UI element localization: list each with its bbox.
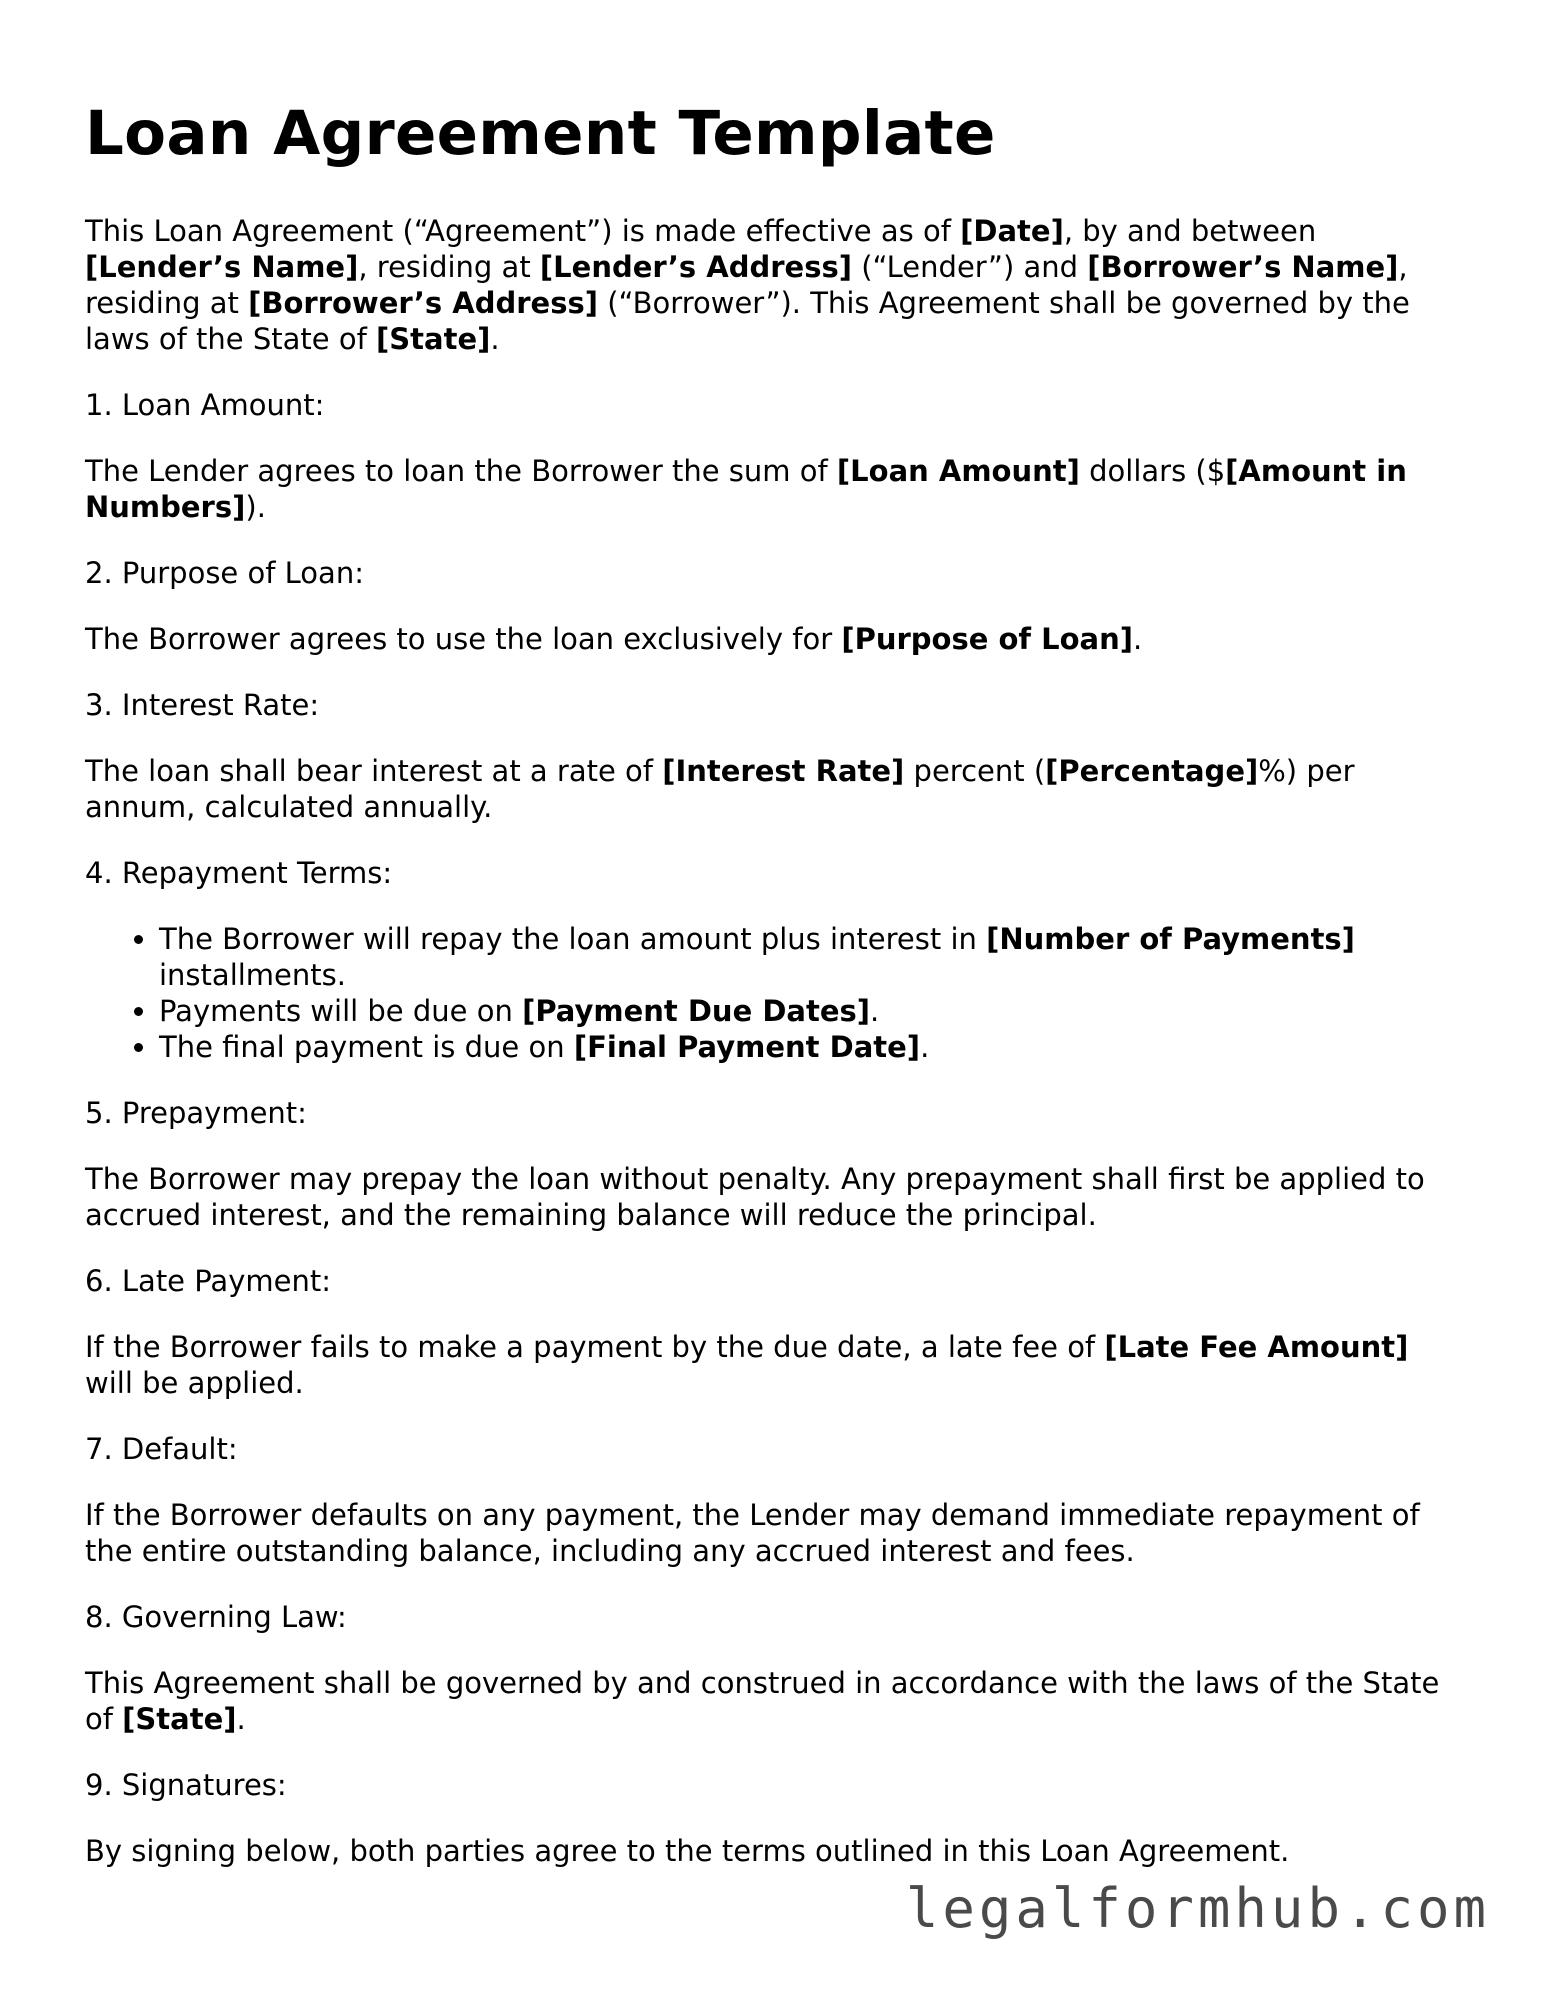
placeholder-final-payment-date: [Final Payment Date]	[573, 1030, 921, 1065]
intro-text: , by and between	[1063, 214, 1317, 249]
placeholder-borrower-name: [Borrower’s Name]	[1087, 250, 1399, 285]
page-title: Loan Agreement Template	[85, 98, 996, 169]
section-heading-prepayment: 5. Prepayment:	[85, 1096, 307, 1131]
placeholder-percentage: [Percentage]	[1045, 754, 1259, 789]
section-heading-signatures: 9. Signatures:	[85, 1768, 287, 1803]
body-text: percent (	[904, 754, 1046, 789]
placeholder-loan-amount: [Loan Amount]	[836, 454, 1080, 489]
section-heading-loan-amount: 1. Loan Amount:	[85, 388, 325, 423]
body-text: The loan shall bear interest at a rate of	[85, 754, 663, 789]
list-item	[159, 921, 1450, 993]
body-text: The Borrower will repay the loan amount plus interest in	[159, 922, 987, 957]
section-body-signatures: By signing below, both parties agree to the terms outlined in this Loan Agreement.	[85, 1834, 1290, 1869]
placeholder-lender-name: [Lender’s Name]	[85, 250, 359, 285]
body-text: .	[236, 1702, 246, 1737]
placeholder-state: [State]	[122, 1702, 237, 1737]
placeholder-interest-rate: [Interest Rate]	[662, 754, 905, 789]
watermark-text: legalformhub.com	[905, 1877, 1490, 1940]
placeholder-number-of-payments: [Number of Payments]	[986, 922, 1355, 957]
section-body-late-payment	[85, 1329, 1450, 1401]
intro-text: This Loan Agreement (“Agreement”) is made effective as of	[85, 214, 961, 249]
body-text: Payments will be due on	[159, 994, 523, 1029]
body-text: This Agreement shall be governed by and construed in accordance with the laws of the State of	[85, 1666, 1440, 1737]
body-text: If the Borrower fails to make a payment by the due date, a late fee of	[85, 1330, 1105, 1365]
section-heading-default: 7. Default:	[85, 1432, 238, 1467]
body-text: .	[920, 1030, 930, 1065]
body-text: installments.	[159, 958, 346, 993]
list-item	[159, 993, 1450, 1029]
placeholder-borrower-address: [Borrower’s Address]	[248, 286, 598, 321]
repayment-terms-list	[85, 921, 1450, 1065]
list-item	[159, 1029, 1450, 1065]
intro-text: (“Lender”) and	[852, 250, 1088, 285]
intro-text: (“Borrower”). This Agreement shall be governed by the laws of the State of	[85, 286, 1410, 357]
section-heading-interest-rate: 3. Interest Rate:	[85, 688, 320, 723]
section-body-purpose	[85, 621, 1450, 657]
body-text: The final payment is due on	[159, 1030, 574, 1065]
intro-text: , residing at	[358, 250, 540, 285]
section-body-loan-amount	[85, 453, 1450, 525]
section-heading-purpose: 2. Purpose of Loan:	[85, 556, 364, 591]
body-text: The Lender agrees to loan the Borrower the sum of	[85, 454, 837, 489]
placeholder-purpose-of-loan: [Purpose of Loan]	[841, 622, 1134, 657]
section-body-governing-law	[85, 1665, 1450, 1737]
intro-paragraph	[85, 213, 1450, 357]
body-text: will be applied.	[85, 1366, 304, 1401]
section-heading-late-payment: 6. Late Payment:	[85, 1264, 331, 1299]
placeholder-late-fee-amount: [Late Fee Amount]	[1104, 1330, 1409, 1365]
section-body-default: If the Borrower defaults on any payment, the Lender may demand immediate repayment of the entire outstanding balance, including any accrued interest and fees.	[85, 1498, 1420, 1569]
placeholder-amount-in-numbers: [Amount in Numbers]	[85, 454, 1407, 525]
intro-text: , residing at	[85, 250, 1408, 321]
body-text: The Borrower agrees to use the loan exclusively for	[85, 622, 842, 657]
section-heading-governing-law: 8. Governing Law:	[85, 1600, 347, 1635]
placeholder-date: [Date]	[960, 214, 1064, 249]
section-body-prepayment: The Borrower may prepay the loan without penalty. Any prepayment shall first be applied to accrued interest, and the remaining balance will reduce the principal.	[85, 1162, 1425, 1233]
body-text: dollars ($	[1079, 454, 1226, 489]
placeholder-payment-due-dates: [Payment Due Dates]	[522, 994, 871, 1029]
placeholder-state: [State]	[376, 322, 491, 357]
placeholder-lender-address: [Lender’s Address]	[539, 250, 852, 285]
body-text: ).	[245, 490, 266, 525]
body-text: .	[1133, 622, 1143, 657]
section-body-interest-rate	[85, 753, 1450, 825]
document-page	[85, 100, 1450, 1869]
body-text: .	[870, 994, 880, 1029]
body-text: %) per annum, calculated annually.	[85, 754, 1355, 825]
section-heading-repayment: 4. Repayment Terms:	[85, 856, 393, 891]
intro-text: .	[490, 322, 500, 357]
